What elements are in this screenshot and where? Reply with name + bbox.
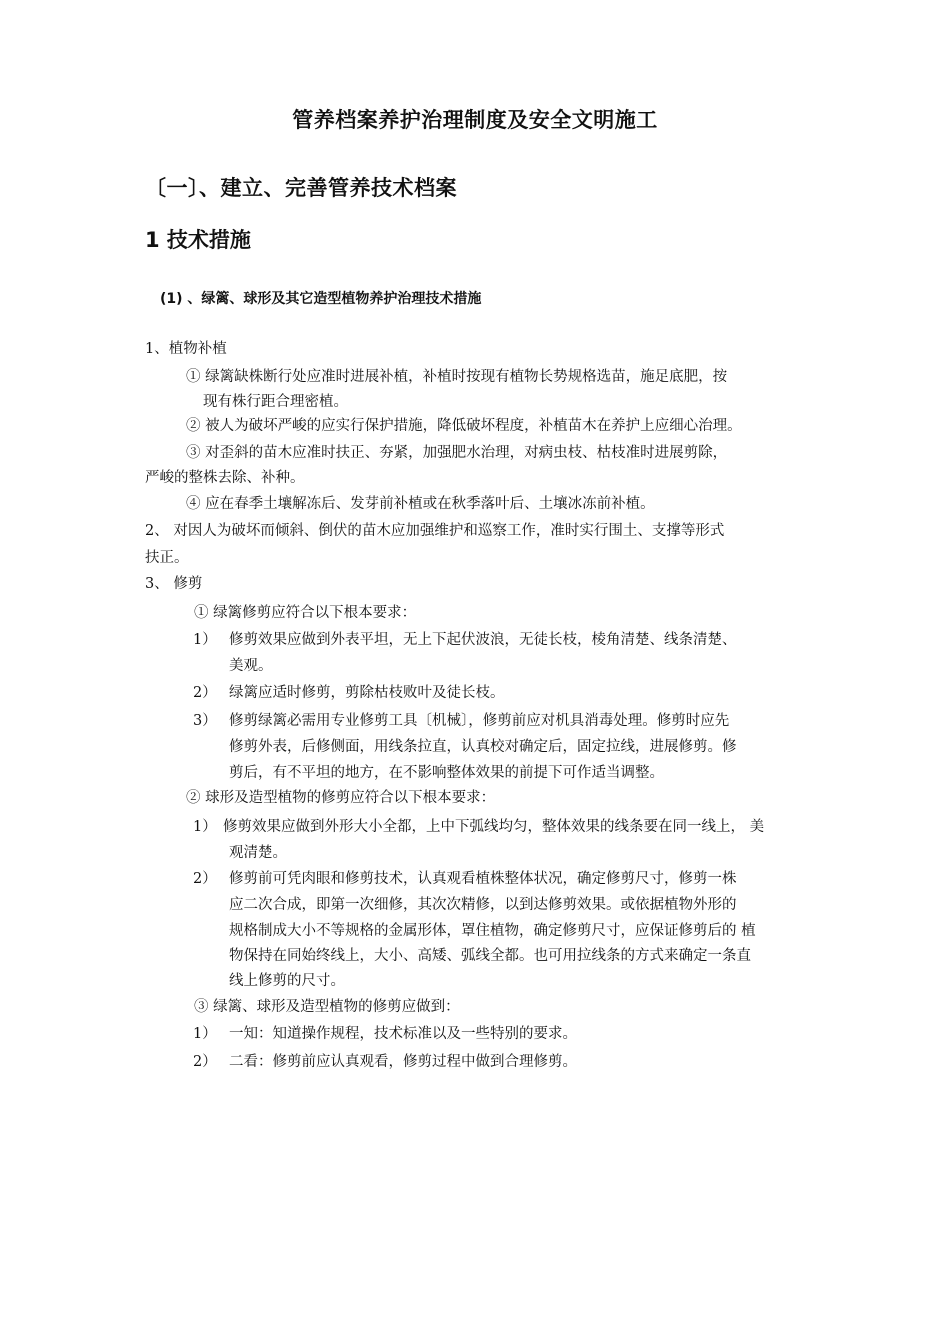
item-3-s1-1-line-1: 修剪效果应做到外表平坦，无上下起伏波浪，无徒长枝，棱角清楚、线条清楚、	[229, 632, 737, 648]
item-1-clause-3-line-2: 严峻的整株去除、补种。	[145, 470, 305, 486]
item-3-s2-1-line-2: 观清楚。	[229, 845, 287, 861]
item-3-s3-1-line-1: 一知：知道操作规程，技术标准以及一些特别的要求。	[229, 1026, 577, 1042]
item-3-s1-heading: ① 绿篱修剪应符合以下根本要求：	[194, 605, 417, 621]
item-3-s2-1-num: 1）	[193, 819, 217, 835]
item-1-clause-3-line-1: ③ 对歪斜的苗木应准时扶正、夯紧，加强肥水治理，对病虫枝、枯枝准时进展剪除，	[186, 445, 728, 461]
item-3-s2-2-line-4: 物保持在同始终线上，大小、高矮、弧线全都。也可用拉线条的方式来确定一条直	[229, 948, 751, 964]
document-title: 管养档案养护治理制度及安全文明施工	[292, 108, 658, 132]
item-3-s2-2-num: 2）	[193, 871, 217, 887]
item-2-line-1: 2、 对因人为破坏而倾斜、倒伏的苗木应加强维护和巡察工作，准时实行围土、支撑等形式	[145, 523, 725, 539]
item-3-s2-2-line-3: 规格制成大小不等规格的金属形体，罩住植物，确定修剪尺寸，应保证修剪后的 植	[229, 923, 756, 939]
item-3-s3-2-num: 2）	[193, 1054, 217, 1070]
item-3-title: 3、 修剪	[145, 576, 203, 592]
item-3-s3-1-num: 1）	[193, 1026, 217, 1042]
item-3-s1-3-num: 3）	[193, 713, 217, 729]
item-1-clause-1-line-2: 现有株行距合理密植。	[203, 394, 348, 410]
item-3-s1-3-line-2: 修剪外表，后修侧面，用线条拉直，认真校对确定后，固定拉线，进展修剪。修	[229, 739, 737, 755]
item-3-s1-3-line-3: 剪后，有不平坦的地方，在不影响整体效果的前提下可作适当调整。	[229, 765, 664, 781]
item-3-s1-1-num: 1）	[193, 632, 217, 648]
item-3-s2-1-line-1: 修剪效果应做到外形大小全都，上中下弧线均匀，整体效果的线条要在同一线上， 美	[223, 819, 765, 835]
item-2-line-2: 扶正。	[145, 550, 189, 566]
sub-heading: 1 技术措施	[145, 228, 251, 252]
item-1-title: 1、植物补植	[145, 341, 227, 357]
item-3-s3-2-line-1: 二看：修剪前应认真观看，修剪过程中做到合理修剪。	[229, 1054, 577, 1070]
section-heading: 〔一〕、建立、完善管养技术档案	[145, 176, 457, 200]
item-3-s2-2-line-2: 应二次合成，即第一次细修，其次次精修，以到达修剪效果。或依据植物外形的	[229, 897, 737, 913]
sub-sub-heading: (1) 、绿篱、球形及其它造型植物养护治理技术措施	[160, 291, 482, 307]
item-1-clause-1-line-1: ① 绿篱缺株断行处应准时进展补植，补植时按现有植物长势规格选苗，施足底肥，按	[186, 369, 728, 385]
item-3-s1-2-line-1: 绿篱应适时修剪，剪除枯枝败叶及徒长枝。	[229, 685, 505, 701]
item-1-clause-4: ④ 应在春季土壤解冻后、发芽前补植或在秋季落叶后、土壤冰冻前补植。	[186, 496, 655, 512]
item-1-clause-2: ② 被人为破坏严峻的应实行保护措施，降低破坏程度，补植苗木在养护上应细心治理。	[186, 418, 742, 434]
item-3-s2-2-line-5: 线上修剪的尺寸。	[229, 973, 345, 989]
item-3-s2-heading: ② 球形及造型植物的修剪应符合以下根本要求：	[186, 790, 496, 806]
item-3-s2-2-line-1: 修剪前可凭肉眼和修剪技术，认真观看植株整体状况，确定修剪尺寸，修剪一株	[229, 871, 737, 887]
item-3-s1-3-line-1: 修剪绿篱必需用专业修剪工具〔机械〕，修剪前应对机具消毒处理。修剪时应先	[229, 713, 730, 729]
item-3-s3-heading: ③ 绿篱、球形及造型植物的修剪应做到：	[194, 999, 460, 1015]
item-3-s1-1-line-2: 美观。	[229, 658, 273, 674]
item-3-s1-2-num: 2）	[193, 685, 217, 701]
